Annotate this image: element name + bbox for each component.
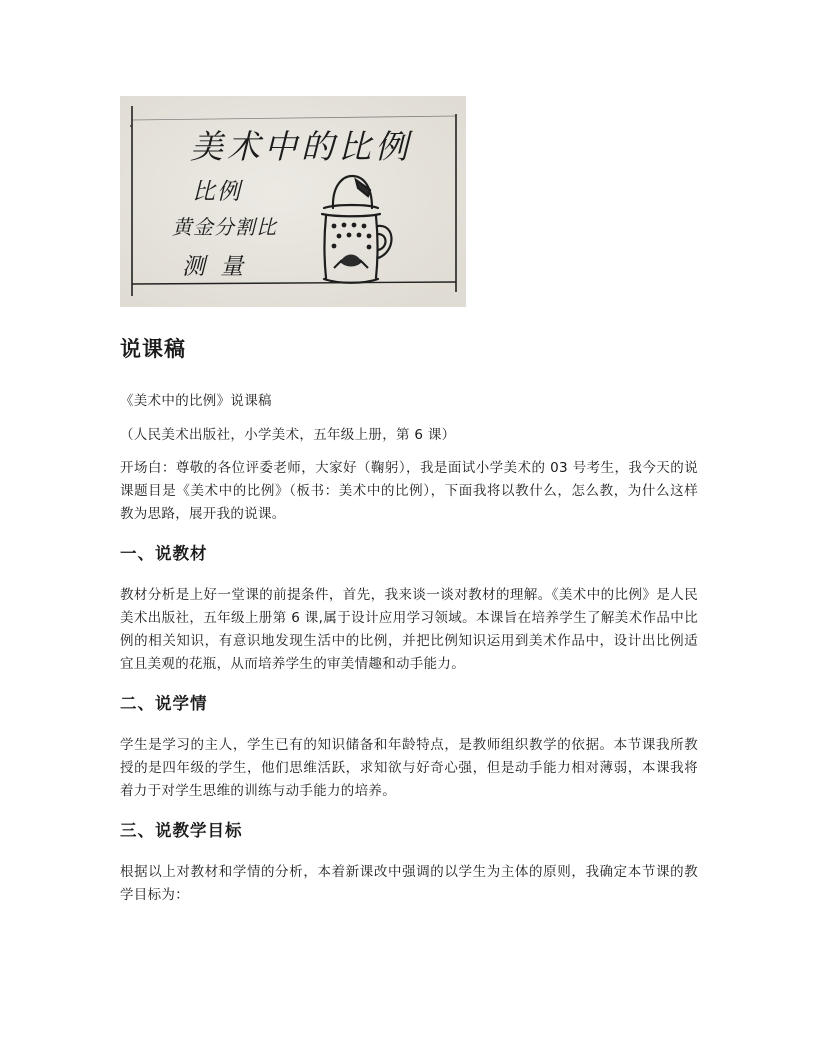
blackboard-sketch-image: [120, 96, 466, 307]
section-heading-objectives: 三、说教学目标: [120, 821, 243, 840]
board-item-measure: 测 量: [182, 254, 248, 280]
blackboard-drawing: [120, 96, 466, 307]
publisher-paragraph: （人民美术出版社，小学美术，五年级上册，第 6 课）: [120, 427, 456, 443]
doc-title: 说课稿: [120, 337, 186, 361]
course-name-paragraph: 《美术中的比例》说课稿: [120, 393, 272, 409]
document-page: [120, 96, 698, 907]
board-item-ratio: 比例: [192, 179, 242, 205]
section-body-objectives: 根据以上对教材和学情的分析，本着新课改中强调的以学生为主体的原则，我确定本节课的教学目标为：: [120, 864, 698, 903]
section-body-students: 学生是学习的主人，学生已有的知识储备和年龄特点，是教师组织教学的依据。本节课我所教授的是四年级的学生，他们思维活跃，求知欲与好奇心强，但是动手能力相对薄弱，本课我将着力于对学生思维的训练与动手能力的培养。: [120, 737, 698, 799]
opening-paragraph: 开场白：尊敬的各位评委老师，大家好（鞠躬），我是面试小学美术的 03 号考生，我今天的说课题目是《美术中的比例》（板书：美术中的比例），下面我将以教什么，怎么教，为什么这样教为思路，展开我的说课。: [120, 460, 698, 522]
section-body-textbook: 教材分析是上好一堂课的前提条件，首先，我来谈一谈对教材的理解。《美术中的比例》是人民美术出版社，五年级上册第 6 课,属于设计应用学习领域。本课旨在培养学生了解美术作品中比例的相关知识，有意识地发现生活中的比例，并把比例知识运用到美术作品中，设计出比例适宜且美观的花瓶，从而培养学生的审美情趣和动手能力。: [120, 587, 698, 672]
section-heading-students: 二、说学情: [120, 694, 208, 713]
board-title: 美术中的比例: [190, 127, 412, 166]
section-heading-textbook: 一、说教材: [120, 544, 208, 563]
board-item-golden-ratio: 黄金分割比: [172, 215, 277, 239]
